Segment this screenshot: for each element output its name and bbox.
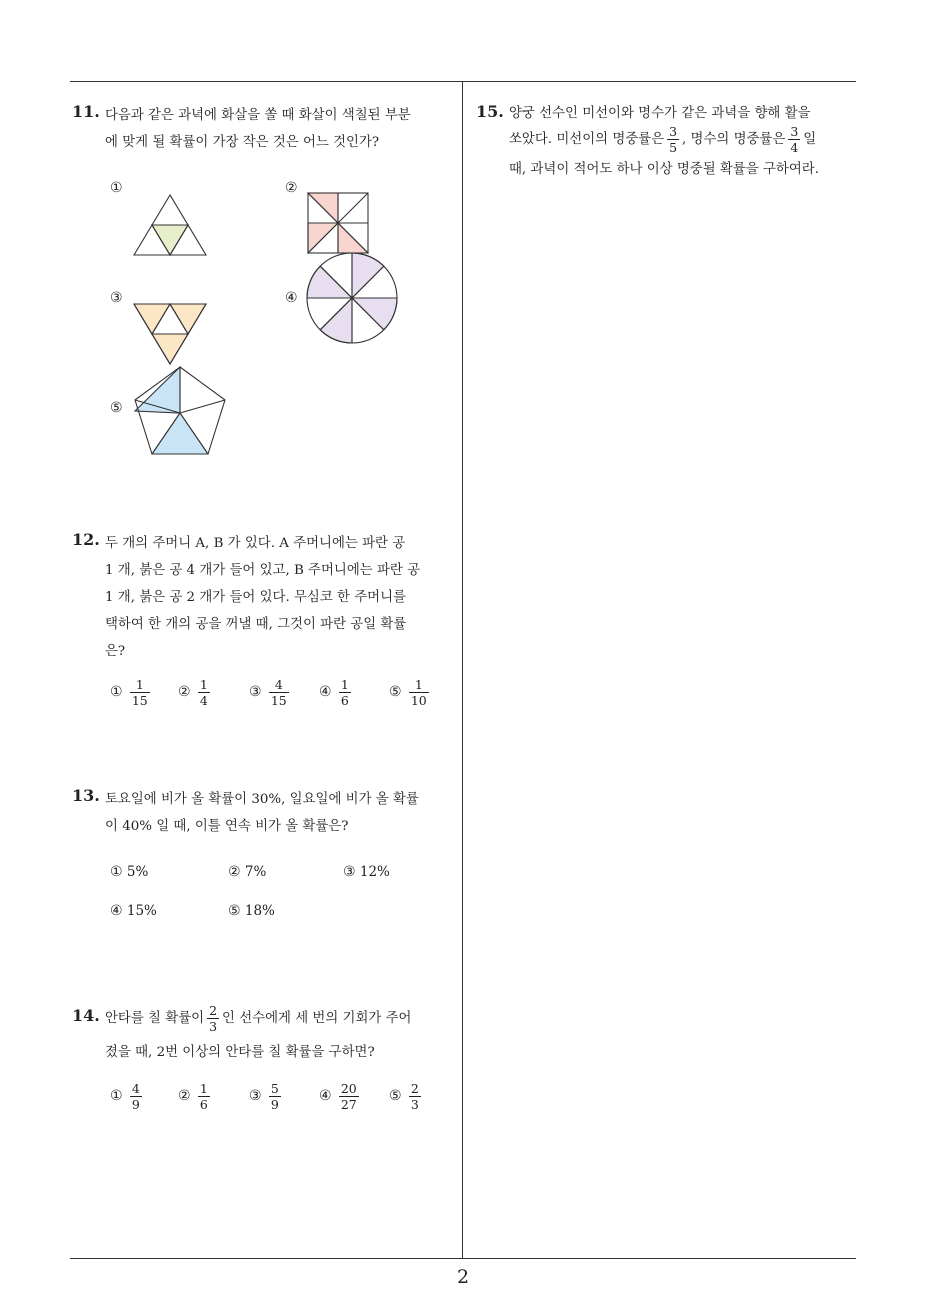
fraction: $\frac{1}{4}$ [199, 677, 208, 708]
option-mark: ④ [319, 684, 332, 700]
option-mark: ③ [249, 1088, 262, 1104]
shaded-region [152, 225, 188, 255]
option-text: 5% [126, 864, 149, 880]
shaded-region [170, 304, 206, 334]
option-mark: ② [285, 180, 298, 196]
option-mark: ② [178, 1088, 191, 1104]
option-mark: ⑤ [228, 903, 241, 919]
question-number: 15. [476, 102, 504, 121]
answer-option[interactable] [228, 903, 275, 919]
question-line: 1 개, 붉은 공 2 개가 들어 있다. 무심코 한 주머니를 [105, 590, 406, 605]
fraction: $\frac{5}{9}$ [270, 1081, 279, 1112]
option-text: 7% [244, 864, 267, 880]
question-line: 토요일에 비가 올 확률이 30%, 일요일에 비가 올 확률 [105, 792, 419, 807]
question-number: 14. [72, 1006, 100, 1025]
answer-option[interactable] [228, 864, 266, 880]
option-mark: ① [110, 180, 123, 196]
target-circle [307, 253, 397, 343]
fraction: $\frac{3}{4}$ [790, 124, 799, 155]
question-text [105, 530, 420, 665]
shaded-region [352, 253, 384, 298]
question-number: 13. [72, 786, 100, 805]
question-line: 두 개의 주머니 A, B 가 있다. A 주머니에는 파란 공 [105, 536, 406, 551]
question-number: 12. [72, 530, 100, 549]
option-text: 18% [244, 903, 275, 919]
shaded-region [320, 298, 352, 343]
question-line: 때, 과녁이 적어도 하나 이상 명중될 확률을 구하여라. [509, 162, 819, 177]
option-mark: ① [110, 1088, 123, 1104]
answer-option[interactable] [319, 1081, 362, 1112]
option-mark: ① [110, 864, 123, 880]
question-text [105, 786, 419, 840]
target-triangle-center [134, 195, 206, 255]
option-mark: ③ [249, 684, 262, 700]
fraction: $\frac{1}{10}$ [410, 677, 427, 708]
answer-option[interactable] [319, 677, 354, 708]
option-mark: ⑤ [389, 1088, 402, 1104]
answer-option[interactable] [343, 864, 390, 880]
option-mark: ② [228, 864, 241, 880]
option-mark: ④ [285, 290, 298, 306]
question-line: 졌을 때, 2번 이상의 안타를 칠 확률을 구하면? [105, 1045, 375, 1060]
option-mark: ④ [319, 1088, 332, 1104]
answer-option[interactable] [178, 1081, 213, 1112]
answer-option[interactable] [389, 1081, 424, 1112]
option-mark: ③ [343, 864, 356, 880]
question-line: 에 맞게 될 확률이 가장 작은 것은 어느 것인가? [105, 135, 380, 150]
question-line: 안타를 칠 확률이 $\frac{2}{3}$ 인 선수에게 세 번의 기회가 주어 [105, 1003, 412, 1034]
answer-option[interactable] [249, 677, 292, 708]
fraction: $\frac{2}{3}$ [209, 1003, 218, 1034]
shaded-region [352, 298, 397, 330]
fraction: $\frac{4}{15}$ [270, 677, 287, 708]
answer-option[interactable] [110, 677, 153, 708]
fraction: $\frac{1}{6}$ [199, 1081, 208, 1112]
question-line: 쏘았다. 미선이의 명중률은 $\frac{3}{5}$ , 명수의 명중률은 $\frac{3}{4}$ 일 [509, 124, 817, 155]
shaded-region [152, 413, 208, 454]
answer-option[interactable] [110, 1081, 145, 1112]
fraction: $\frac{4}{9}$ [131, 1081, 140, 1112]
option-mark: ② [178, 684, 191, 700]
option-text: 12% [359, 864, 390, 880]
fraction: $\frac{20}{27}$ [340, 1081, 357, 1112]
option-mark: ⑤ [110, 400, 123, 416]
shaded-region [134, 304, 170, 334]
option-mark: ① [110, 684, 123, 700]
option-mark: ⑤ [389, 684, 402, 700]
fraction: $\frac{2}{3}$ [410, 1081, 419, 1112]
option-mark: ④ [110, 903, 123, 919]
question-number: 11. [72, 102, 100, 121]
option-mark: ③ [110, 290, 123, 306]
question-line: 이 40% 일 때, 이틀 연속 비가 올 확률은? [105, 819, 349, 834]
answer-option[interactable] [249, 1081, 284, 1112]
shaded-region [152, 334, 188, 364]
question-line: 택하여 한 개의 공을 꺼낼 때, 그것이 파란 공일 확률 [105, 617, 407, 632]
question-line: 양궁 선수인 미선이와 명수가 같은 과녁을 향해 활을 [509, 106, 811, 121]
shaded-region [307, 266, 352, 298]
option-text: 15% [126, 903, 157, 919]
target-square [308, 193, 368, 253]
target-inverted-triangle [134, 304, 206, 364]
answer-option[interactable] [389, 677, 432, 708]
question-line: 은? [105, 644, 126, 659]
answer-option[interactable] [110, 864, 148, 880]
question-line: 다음과 같은 과녁에 화살을 쏠 때 화살이 색칠된 부분 [105, 108, 411, 123]
fraction: $\frac{1}{15}$ [131, 677, 148, 708]
answer-option[interactable] [110, 903, 157, 919]
page-number: 2 [456, 1266, 470, 1288]
fraction: $\frac{3}{5}$ [669, 124, 678, 155]
question-line: 1 개, 붉은 공 4 개가 들어 있고, B 주머니에는 파란 공 [105, 563, 421, 578]
target-pentagon [135, 367, 225, 454]
fraction: $\frac{1}{6}$ [340, 677, 349, 708]
answer-option[interactable] [178, 677, 213, 708]
